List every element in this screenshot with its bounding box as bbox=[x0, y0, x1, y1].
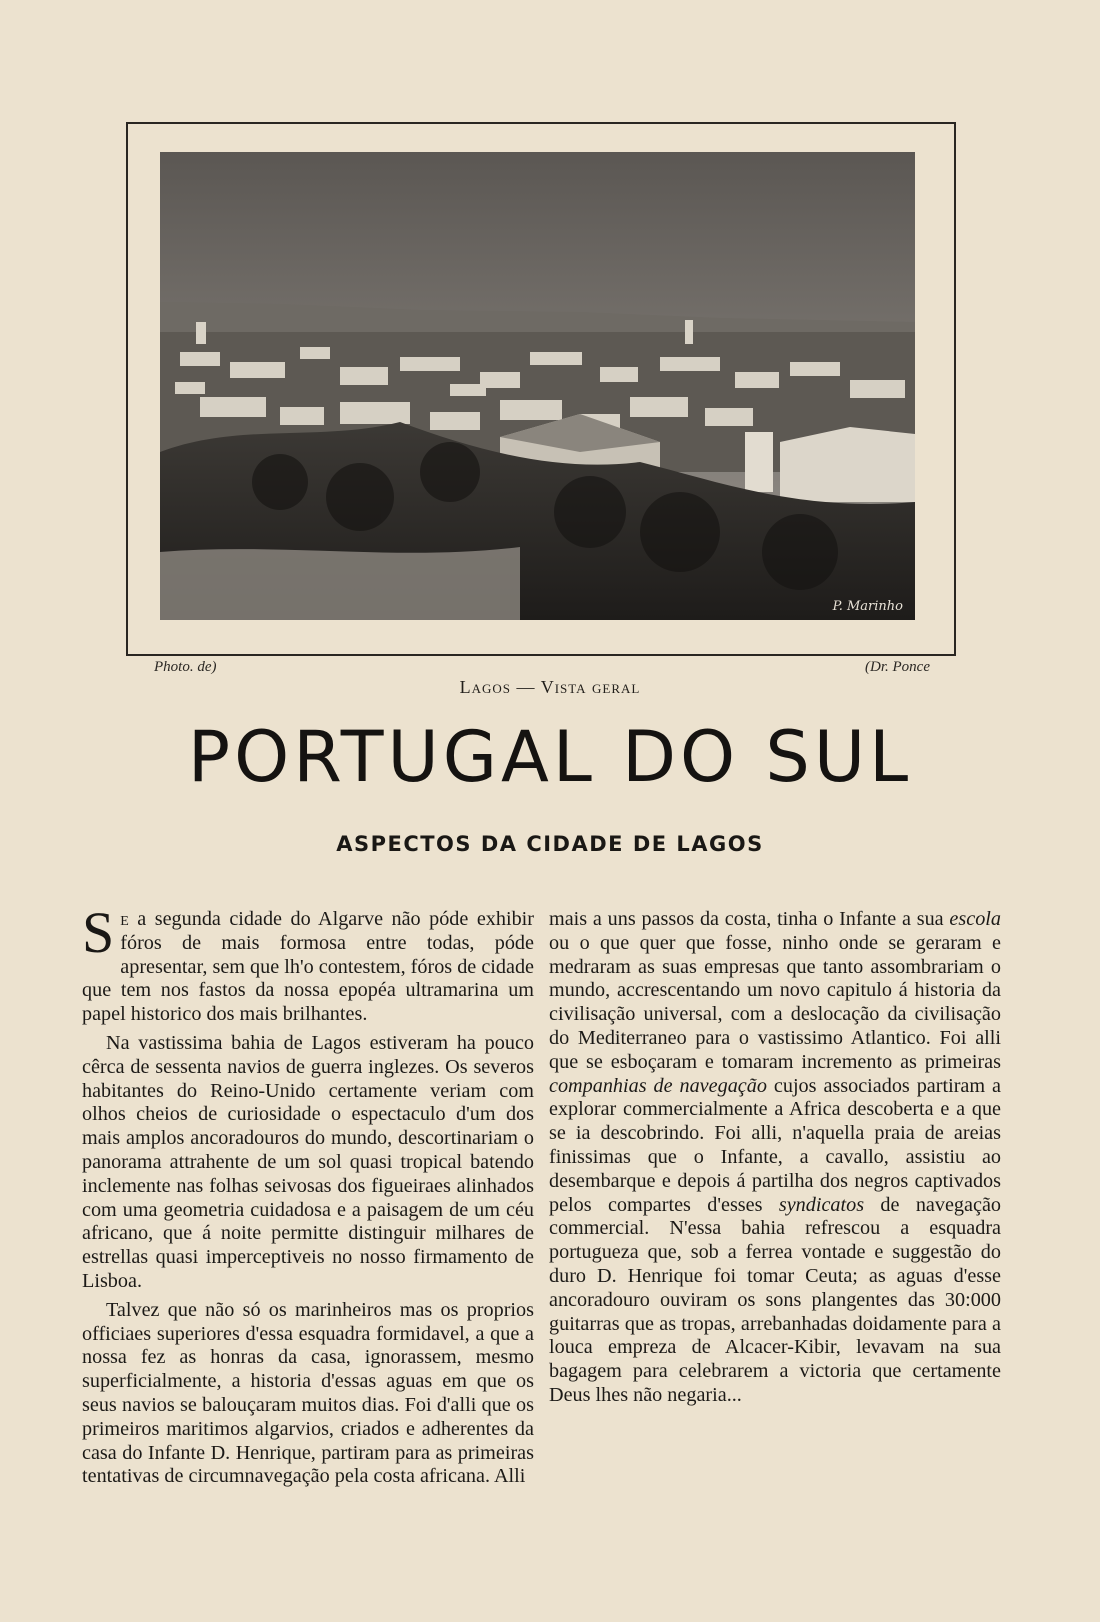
paragraph-2: Na vastissima bahia de Lagos estiveram ha pouco cêrca de sessenta navios de guerra inglezes. Os severos habitantes do Reino-Unido certamente veriam com olhos cheios de curiosidade o espectaculo d'um dos mais amplos ancoradouros do mundo, descortinariam o panorama attrahente de um sol quasi tropical batendo inclemente nas folhas seivosas dos figueiraes alinhados com uma geometria cuidadosa e a paisagem de um céu africano, que á noite permitte distinguir milhares de estrellas quasi imperceptiveis no nosso firmamento de Lisboa. bbox=[82, 1031, 534, 1292]
paragraph-3: Talvez que não só os marinheiros mas os proprios officiaes superiores d'essa esquadra formidavel, a que a nossa fez as honras da casa, ignorassem, mesmo superficialmente, a historia d'essas aguas em que os seus navios se balouçaram muitos dias. Foi d'alli que os primeiros maritimos algarvios, criados e adherentes da casa do Infante D. Henrique, partiram para as primeiras tentativas de circumnavegação pela costa africana. Alli bbox=[82, 1298, 534, 1488]
article-column-right bbox=[549, 908, 1001, 1408]
photo-signature: P. Marinho bbox=[832, 599, 903, 614]
emphasis-companhias: companhias de navegação bbox=[549, 1074, 767, 1097]
paragraph-3-part-c: cujos associados partiram a explorar commercialmente a Africa descoberta e a que se ia descobrindo. Foi alli, n'aquella praia de areias finissimas que o Infante, a cavallo, assistiu ao desembarque e depois á partilha dos negros captivados pelos compartes d'esses bbox=[549, 1074, 1001, 1216]
photo-illustration bbox=[160, 152, 915, 620]
paragraph-3-tail: mais a uns passos da costa, tinha o Infante a sua bbox=[549, 908, 950, 930]
emphasis-syndicatos: syndicatos bbox=[778, 1193, 865, 1216]
paragraph-3-continued bbox=[549, 908, 1001, 1408]
paragraph-3-part-d: de navegação commercial. N'essa bahia refrescou a esquadra portugueza que, sob a ferrea vontade e suggestão do duro D. Henrique foi tomar Ceuta; as aguas d'esse ancoradouro ouviram os sons plangentes das 30:000 guitarras que as tropas, arrebanhadas doidamente para a louca empreza de Alcacer-Kibir, levavam na sua bagagem para celebrarem a victoria que certamente Deus lhes não negaria... bbox=[549, 1193, 1002, 1406]
paragraph-1 bbox=[82, 900, 534, 1027]
article-column-left bbox=[82, 900, 534, 1489]
photo-caption: Lagos — Vista geral bbox=[459, 677, 641, 697]
paragraph-3-part-b: ou o que quer que fosse, ninho onde se geraram e medraram as suas empresas que tanto assombrariam o mundo, accrescentando um novo capitulo á historia da civilisação universal, com a deslocação da civilisação do Mediterraneo para o vastissimo Atlantico. Foi alli que se esboçaram e tomaram incremento as primeiras bbox=[549, 931, 1001, 1073]
photo-credit-right: (Dr. Ponce bbox=[865, 659, 930, 675]
photo-credit-left: Photo. de) bbox=[154, 659, 217, 675]
emphasis-escola: escola bbox=[949, 908, 1001, 930]
paragraph-1-smallcap: e bbox=[120, 908, 129, 930]
article-title: PORTUGAL DO SUL bbox=[187, 716, 913, 798]
drop-cap: S bbox=[82, 900, 115, 965]
photograph-lagos-panorama bbox=[160, 152, 915, 620]
paragraph-1-text: a segunda cidade do Algarve não póde exhibir fóros de mais formosa entre todas, póde apresentar, sem que lh'o contestem, fóros de cidade que tem nos fastos da nossa epopéa ultramarina um papel historico dos mais brilhantes. bbox=[82, 908, 534, 1026]
article-subtitle: ASPECTOS DA CIDADE DE LAGOS bbox=[336, 832, 764, 856]
